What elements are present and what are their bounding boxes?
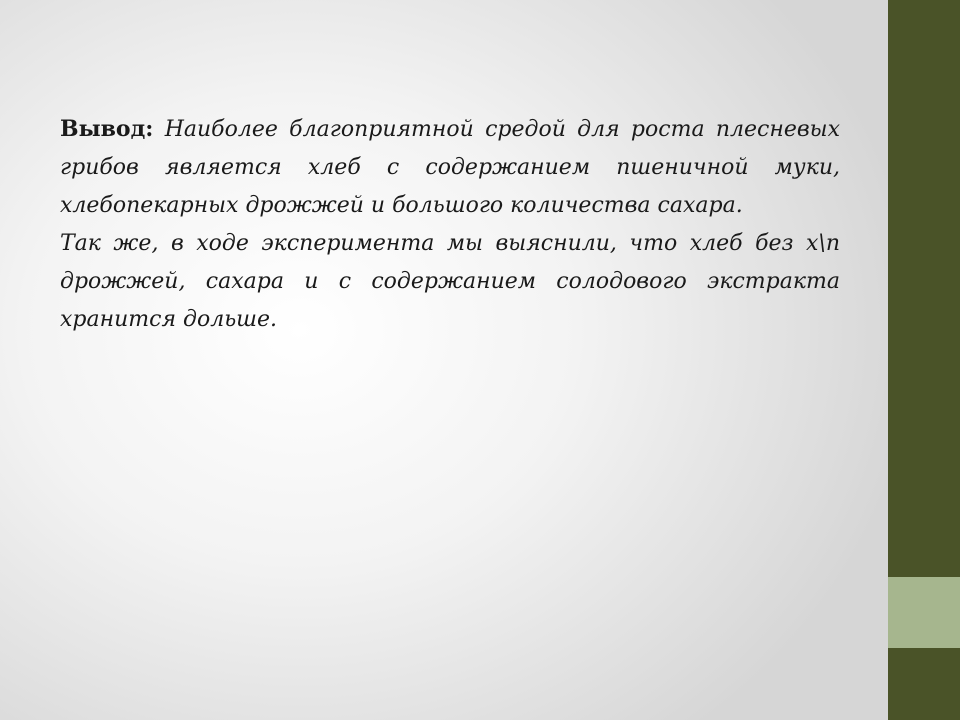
experiment-paragraph: Так же, в ходе эксперимента мы выяснили, что хлеб без х\п дрожжей, сахара и с содержанием солодового экстракта хранится дольше. (60, 231, 840, 332)
side-accent-block (888, 577, 960, 648)
slide-content (60, 110, 840, 339)
conclusion-paragraph (60, 110, 840, 225)
conclusion-label: Вывод: (60, 116, 154, 142)
conclusion-text: Наиболее благоприятной средой для роста плесневых грибов является хлеб с содержанием пшеничной муки, хлебопекарных дрожжей и большого количества сахара. (60, 117, 840, 218)
